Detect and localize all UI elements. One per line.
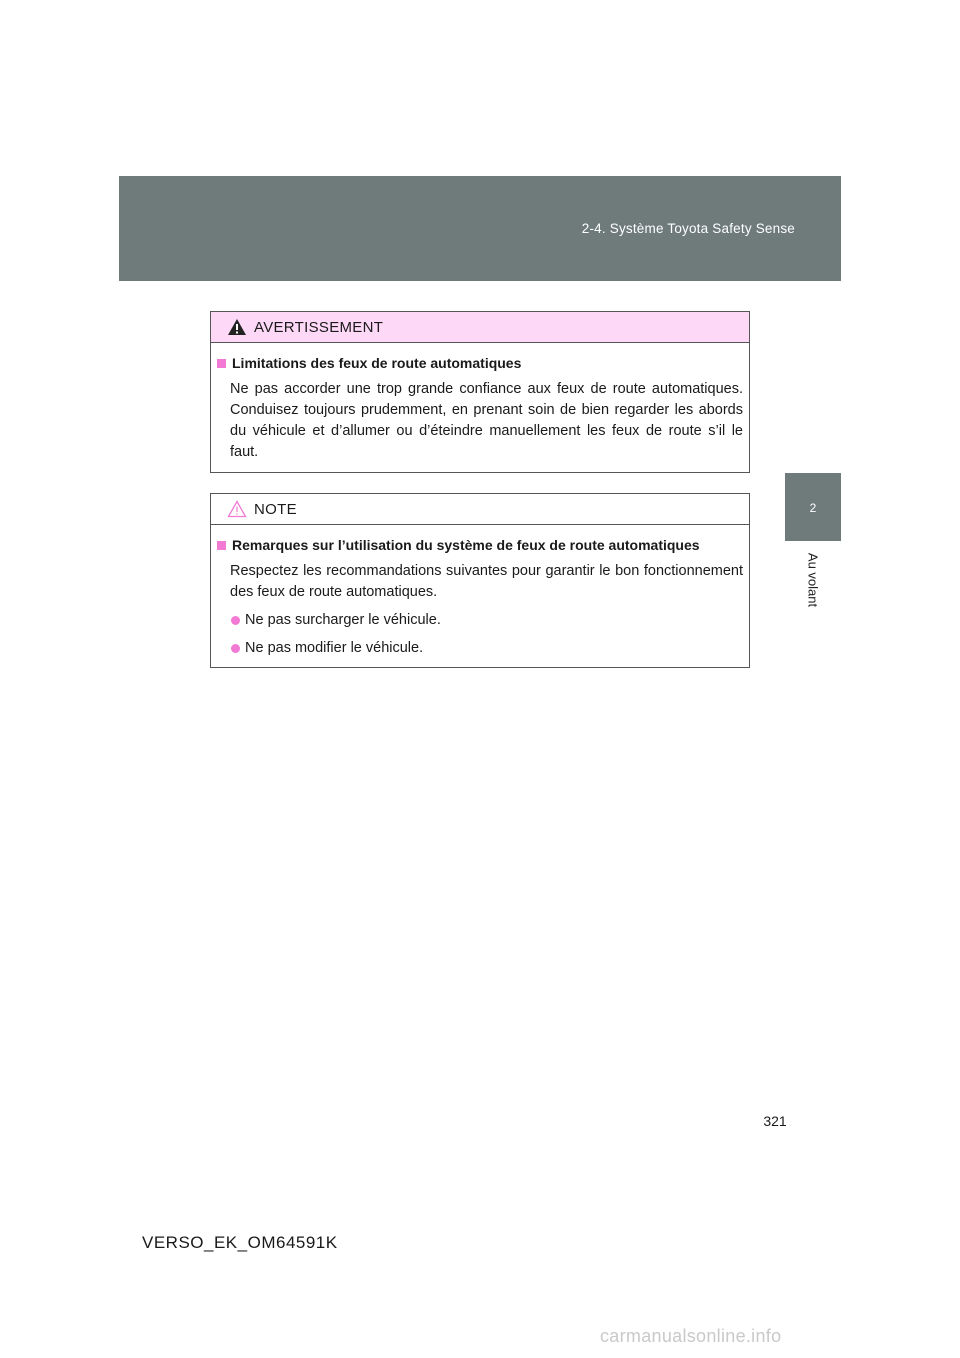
warning-header	[211, 312, 749, 343]
warning-heading	[217, 353, 743, 373]
chapter-number: 2	[809, 501, 817, 515]
note-title: NOTE	[254, 501, 297, 518]
note-body	[211, 525, 749, 659]
warning-title: AVERTISSEMENT	[254, 319, 384, 336]
warning-text: Ne pas accorder une trop grande confiance aux feux de route automatiques. Conduisez toujours prudemment, en prenant soin de bien regarder les abords du véhicule et d’allumer ou d’éteindre manuellement les feux de route s’il le faut.	[230, 381, 743, 460]
bullet-text: Ne pas modifier le véhicule.	[245, 640, 424, 656]
header-band	[119, 176, 841, 281]
warning-body	[211, 343, 749, 463]
warning-heading-text: Limitations des feux de route automatiques	[232, 355, 522, 371]
warning-triangle-filled-icon	[227, 318, 247, 336]
note-box	[210, 493, 750, 668]
square-bullet-icon	[217, 359, 226, 368]
chapter-label: Au volant	[805, 552, 821, 608]
document-code: VERSO_EK_OM64591K	[142, 1233, 338, 1252]
caution-triangle-outline-icon	[227, 500, 247, 518]
square-bullet-icon	[217, 541, 226, 550]
note-heading	[217, 535, 743, 555]
note-text: Respectez les recommandations suivantes pour garantir le bon fonctionnement des feux de route automatiques.	[230, 563, 743, 600]
list-item	[217, 610, 743, 631]
dot-bullet-icon	[231, 644, 240, 653]
bullet-text: Ne pas surcharger le véhicule.	[245, 612, 441, 628]
warning-box	[210, 311, 750, 473]
watermark: carmanualsonline.info	[600, 1326, 782, 1346]
list-item	[217, 638, 743, 659]
dot-bullet-icon	[231, 616, 240, 625]
chapter-tab	[785, 473, 841, 541]
note-heading-text: Remarques sur l’utilisation du système de feux de route automatiques	[232, 537, 700, 553]
page-number: 321	[763, 1113, 787, 1129]
note-header	[211, 494, 749, 525]
section-title: 2-4. Système Toyota Safety Sense	[581, 221, 795, 236]
